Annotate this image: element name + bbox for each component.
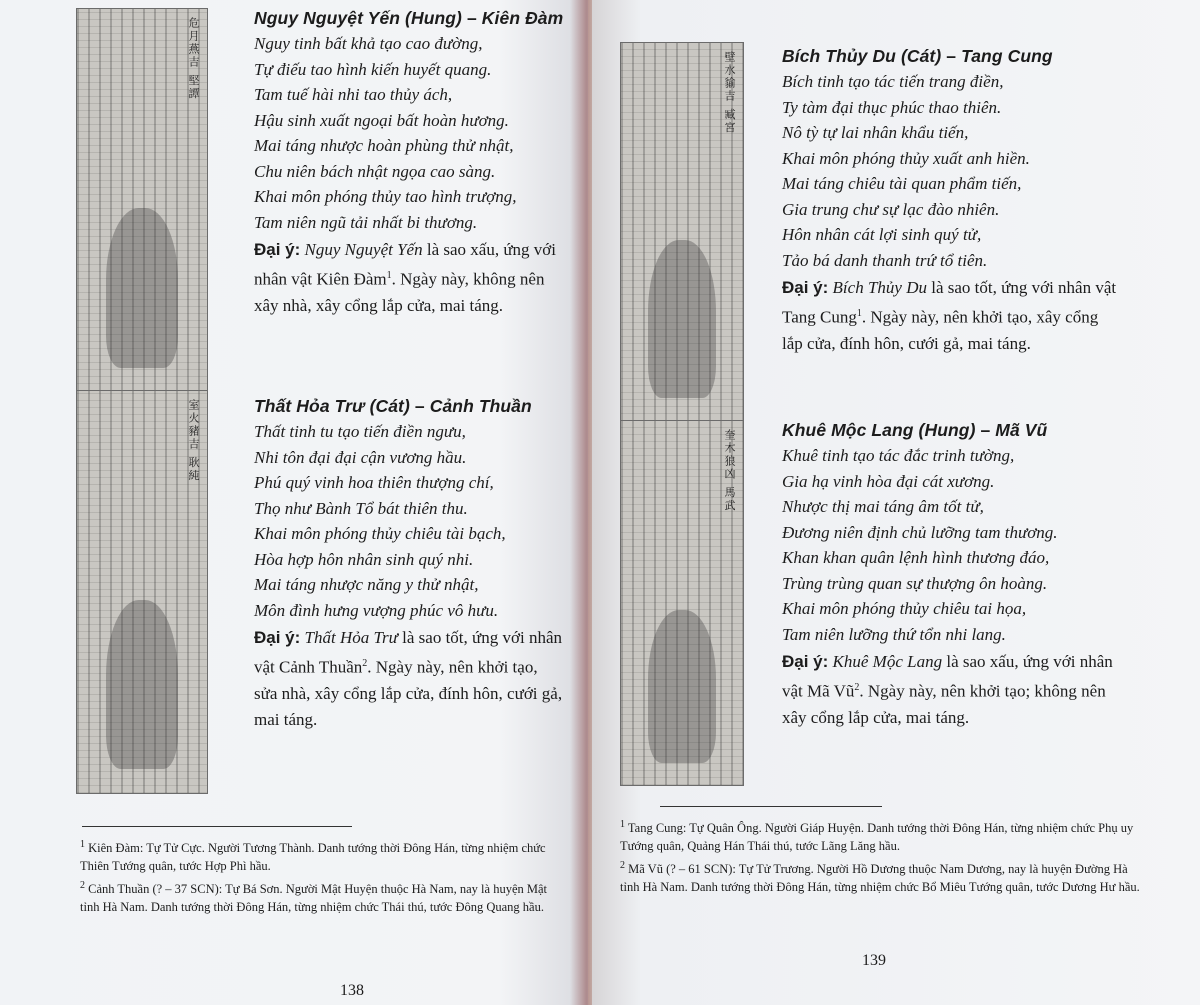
verse-line: Gia hạ vinh hòa đại cát xương. [782, 471, 995, 491]
star-entry [782, 46, 1122, 357]
meaning-paragraph: Đại ý: Nguy Nguyệt Yến là sao xấu, ứng với nhân vật Kiên Đàm$^1$. Ngày này, không nên xây nhà, xây cổng lắp cửa, mai táng. [254, 240, 556, 315]
verse-line: Chu niên bách nhật ngọa cao sàng. [254, 161, 496, 181]
verse-line: Bích tinh tạo tác tiến trang điền, [782, 72, 1004, 91]
verse-line: Mai táng nhược năng y thử nhật, [254, 575, 479, 594]
woodcut-illustration [76, 390, 208, 794]
verse-line: Tam niên lưỡng thứ tổn nhi lang. [782, 624, 1006, 644]
footnote-rule [660, 806, 882, 807]
verse-line: Nhi tôn đại đại cận vương hầu. [254, 447, 467, 467]
verse-line: Khai môn phóng thủy chiêu tai họa, [782, 599, 1027, 618]
woodcut-caption: 奎木狼凶 馬武 [723, 429, 736, 513]
right-page [592, 0, 1200, 1005]
left-page [0, 0, 588, 1005]
verse-line: Môn đình hưng vượng phúc vô hưu. [254, 600, 499, 620]
verse-line: Hậu sinh xuất ngoại bất hoàn hương. [254, 110, 509, 130]
verse-line: Khuê tinh tạo tác đắc trinh tường, [782, 446, 1015, 465]
verse-line: Phú quý vinh hoa thiên thượng chí, [254, 473, 494, 492]
verse [782, 69, 1122, 273]
woodcut-illustration [620, 42, 744, 422]
page-number: 139 [862, 952, 886, 969]
woodcut-illustration [620, 420, 744, 786]
star-entry [782, 420, 1122, 731]
verse-line: Nguy tinh bất khả tạo cao đường, [254, 34, 483, 53]
verse-line: Khai môn phóng thủy tao hình trượng, [254, 187, 517, 206]
footnote: $^2$ Mã Vũ (? – 61 SCN): Tự Tử Trương. Người Hồ Dương thuộc Nam Dương, nay là huyện Đường Hà tỉnh Hà Nam. Danh tướng thời Đông Hán, từng nhiệm chức Bổ Miêu Tướng quân, tước Dương Hư hầu. [620, 860, 1140, 895]
woodcut-caption: 壁水貐吉 臧宮 [723, 51, 736, 135]
verse-line: Khai môn phóng thủy chiêu tài bạch, [254, 524, 506, 543]
woodcut-caption: 危月燕吉 堅譚 [187, 17, 200, 101]
verse-line: Thất tinh tu tạo tiến điền ngưu, [254, 422, 466, 441]
verse-line: Hòa hợp hôn nhân sinh quý nhi. [254, 549, 474, 569]
entry-title: Khuê Mộc Lang (Hung) – Mã Vũ [782, 420, 1048, 440]
verse-line: Hôn nhân cát lợi sinh quý tử, [782, 225, 982, 244]
meaning-paragraph: Đại ý: Thất Hỏa Trư là sao tốt, ứng với nhân vật Cảnh Thuần$^2$. Ngày này, nên khởi tạo, sửa nhà, xây cổng lắp cửa, đính hôn, cưới gả, mai táng. [254, 628, 563, 729]
footnote: $^1$ Kiên Đàm: Tự Tử Cực. Người Tương Thành. Danh tướng thời Đông Hán, từng nhiệm chức Thiên Tướng quân, tước Hợp Phì hầu. [80, 839, 546, 874]
footnotes [80, 836, 550, 918]
woodcut-figure [648, 240, 716, 399]
footnote-rule [82, 826, 352, 827]
verse-line: Ty tàm đại thục phúc thao thiên. [782, 97, 1002, 117]
woodcut-illustration [76, 8, 208, 392]
verse [782, 443, 1122, 647]
woodcut-figure [106, 208, 179, 368]
woodcut-figure [106, 600, 179, 769]
verse-line: Trùng trùng quan sự thượng ôn hoàng. [782, 573, 1048, 593]
entry-title: Thất Hỏa Trư (Cát) – Cảnh Thuần [254, 396, 532, 416]
verse-line: Tự điếu tao hình kiến huyết quang. [254, 59, 492, 79]
meaning-paragraph: Đại ý: Khuê Mộc Lang là sao xấu, ứng với nhân vật Mã $Vũ^2$. Ngày này, nên khởi tạo; không nên xây cổng lắp cửa, mai táng. [782, 652, 1113, 727]
woodcut-caption: 室火豬吉 耿純 [187, 399, 200, 483]
footnotes [620, 816, 1140, 898]
meaning-paragraph: Đại ý: Bích Thủy Du là sao tốt, ứng với nhân vật Tang Cung$^1$. Ngày này, nên khởi tạo, xây cổng lắp cửa, đính hôn, cưới gả, mai táng. [782, 278, 1117, 353]
entry-title: Nguy Nguyệt Yến (Hung) – Kiên Đàm [254, 8, 564, 28]
page-number: 138 [340, 982, 364, 999]
verse-line: Gia trung chư sự lạc đào nhiên. [782, 199, 1000, 219]
entry-title: Bích Thủy Du (Cát) – Tang Cung [782, 46, 1053, 66]
footnote: $^2$ Cảnh Thuần (? – 37 SCN): Tự Bá Sơn. Người Mật Huyện thuộc Hà Nam, nay là huyện Mật tỉnh Hà Nam. Danh tướng thời Đông Hán, từng nhiệm chức Thái thú, tước Đông Quang hầu. [80, 880, 548, 915]
verse-line: Tam niên ngũ tải nhất bi thương. [254, 212, 478, 232]
star-entry [254, 8, 564, 319]
verse-line: Khai môn phóng thủy xuất anh hiền. [782, 148, 1030, 168]
footnote: $^1$ Tang Cung: Tự Quân Ông. Người Giáp Huyện. Danh tướng thời Đông Hán, từng nhiệm chức Phụ uy Tướng quân, Quảng Hán Thái thú, tước Lãng Lăng hầu. [620, 819, 1134, 854]
verse-line: Nhược thị mai táng âm tốt tử, [782, 497, 984, 516]
verse [254, 31, 564, 235]
verse [254, 419, 564, 623]
verse-line: Mai táng chiêu tài quan phẩm tiến, [782, 174, 1022, 193]
verse-line: Nô tỳ tự lai nhân khẩu tiến, [782, 123, 969, 142]
verse-line: Thọ như Bành Tổ bát thiên thu. [254, 498, 468, 518]
verse-line: Đương niên định chủ lưỡng tam thương. [782, 522, 1058, 542]
verse-line: Tam tuế hài nhi tao thủy ách, [254, 85, 453, 104]
star-entry [254, 396, 564, 733]
verse-line: Mai táng nhược hoàn phùng thử nhật, [254, 136, 514, 155]
verse-line: Khan khan quân lệnh hình thương đáo, [782, 548, 1050, 567]
verse-line: Tảo bá danh thanh trứ tổ tiên. [782, 250, 988, 270]
woodcut-figure [648, 610, 716, 763]
